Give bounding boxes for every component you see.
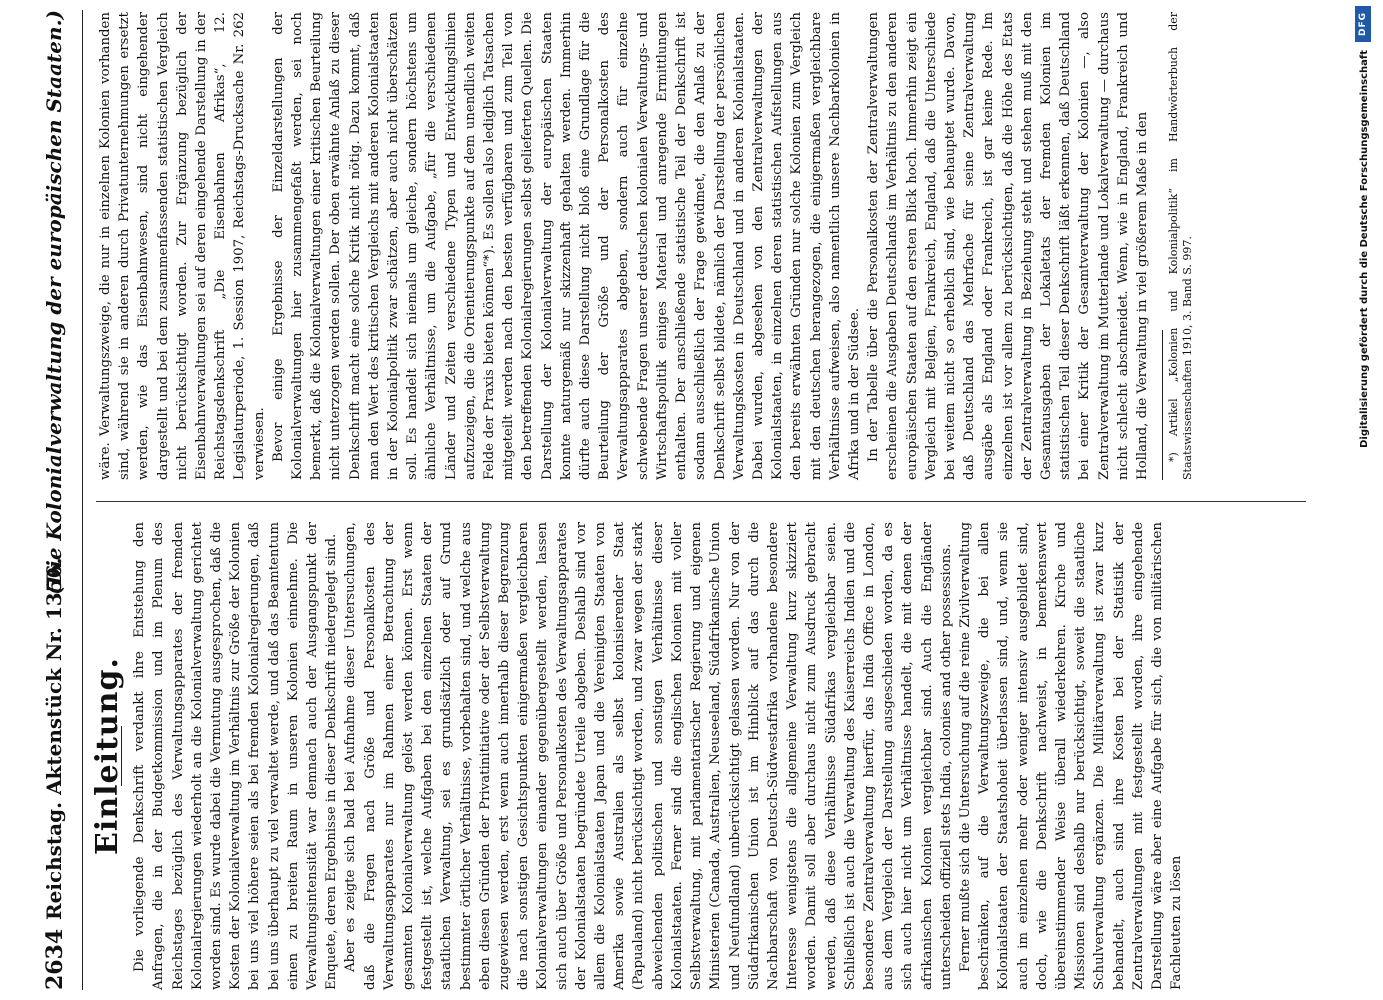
paragraph: Die vorliegende Denkschrift verdankt ihre Entstehung den Anfragen, die in der Budgetkommission und im Plenum des Reichstages bezüglich des Verwaltungsapparates der fremden Kolonialregierungen wiederholt an die Kolonialverwaltung gerichtet worden sind. Es wurde dabei die Vermutung ausgesprochen, daß die Kosten der Kolonialverwaltung im Verhältnis zur Größe der Kolonien bei uns viel höhere seien als bei fremden Kolonialregierungen, daß bei uns überhaupt zu viel verwaltet werde, und daß das Beamtentum einen zu breiten Raum in unseren Kolonien einnehme. Die Verwaltungsintensität war demnach auch der Ausgangspunkt der Enquete, deren Ergebnisse in dieser Denkschrift niedergelegt sind. bbox=[132, 522, 340, 990]
header-rule bbox=[82, 10, 83, 990]
digitization-credit: Digitalisierung gefördert durch die Deutsche Forschungsgemeinschaft bbox=[1359, 50, 1370, 448]
digitization-sidebar bbox=[1352, 0, 1383, 1000]
right-column bbox=[96, 12, 1195, 480]
paragraph: Ferner mußte sich die Untersuchung auf die reine Zivilverwaltung beschränken, auf die Verwaltungszweige, die bei allen Kolonialstaaten der Staatshoheit überlassen sind, und, wenn sie auch im einzelnen mehr oder weniger intensiv ausgebildet sind, doch, wie die Denkschrift nachweist, in bemerkenswert übereinstimmender Weise überall wiederkehren. Kirche und Missionen sind deshalb nur berücksichtigt, soweit die staatliche Schulverwaltung ergänzen. Die Militärverwaltung ist zwar kurz behandelt, auch sind ihre Kosten bei der Statistik der Zentralverwaltungen mit festgestellt worden, ihre eingehende Darstellung wäre aber eine Aufgabe für sich, die von militärischen Fachleuten zu lösen bbox=[957, 522, 1185, 990]
left-running-heading: Reichstag. Aktenstück Nr. 1356. bbox=[42, 557, 66, 920]
section-title: Einleitung. bbox=[90, 657, 125, 855]
right-running-heading: (Die Kolonialverwaltung der europäischen Staaten.) bbox=[42, 10, 66, 595]
document-page bbox=[36, 10, 1326, 990]
footnote: *) Artikel „Kolonien und Kolonialpolitik“ im Handwörterbuch der Staatswissenschaften 1910, 3. Band S. 997. bbox=[1167, 12, 1195, 480]
paragraph: Bevor einige Ergebnisse der Einzeldarstellungen der Kolonialverwaltungen hier zusammengefaßt werden, sei noch bemerkt, daß die Kolonialverwaltungen einer kritischen Beurteilung nicht unterzogen werden sollen. Der oben erwähnte Anlaß zu dieser Denkschrift macht eine solche Kritik nicht nötig. Dazu kommt, daß man den Wert des kritischen Vergleichs mit anderen Kolonialstaaten in der Kolonialpolitik zwar schätzen, aber auch nicht überschätzen soll. Es handelt sich niemals um gleiche, sondern höchstens um ähnliche Verhältnisse, um die Aufgabe, „für die verschiedenen Länder und Zeiten verschiedene Typen und Entwicklungslinien aufzuzeigen, die die Orientierungspunkte auf dem unendlich weiten Felde der Praxis bieten können“*). Es sollen also lediglich Tatsachen mitgeteilt werden nach den besten verfügbaren und zum Teil von den betreffenden Kolonialregierungen selbst gelieferten Quellen. Die Darstellung der Kolonialverwaltung der europäischen Staaten konnte naturgemäß nur skizzenhaft gehalten werden. Immerhin dürfte auch diese Darstellung nicht bloß eine Grundlage für die Beurteilung der Größe und der Personalkosten des Verwaltungsapparates abgeben, sondern auch für einzelne schwebende Fragen unserer deutschen kolonialen Verwaltungs- und Wirtschaftspolitik einiges Material und anregende Ermittlungen enthalten. Der anschließende statistische Teil der Denkschrift ist sodann ausschließlich der Frage gewidmet, die den Anlaß zu der Denkschrift selbst bildete, nämlich der Darstellung der persönlichen Verwaltungskosten in Deutschland und in anderen Kolonialstaaten. Dabei wurden, abgesehen von den Zentralverwaltungen der Kolonialstaaten, in einzelnen deren statistischen Aufstellungen aus den bereits erwähnten Gründen nur solche Kolonien zum Vergleich mit den deutschen herangezogen, die einigermaßen vergleichbare Verhältnisse aufweisen, also namentlich unsere Nachbarkolonien in Afrika und in der Südsee. bbox=[270, 12, 862, 480]
page-number: 2634 bbox=[42, 928, 68, 990]
paragraph: Aber es zeigte sich bald bei Aufnahme dieser Untersuchungen, daß die Fragen nach Größe und Personalkosten des Verwaltungsapparates nur im Rahmen einer Betrachtung der gesamten Kolonialverwaltung gelöst werden können. Erst wenn festgestellt ist, welche Aufgaben bei den einzelnen Staaten der staatlichen Verwaltung, sei es grundsätzlich oder auf Grund bestimmter örtlicher Verhältnisse, vorbehalten sind, und welche aus eben diesen Gründen der Privatinitiative oder der Selbstverwaltung zugewiesen werden, erst wenn auch innerhalb dieser Begrenzung die nach sonstigen Gesichtspunkten einigermaßen vergleichbaren Kolonialverwaltungen einander gegenübergestellt werden, lassen sich auch über Größe und Personalkosten des Verwaltungsapparates der Kolonialstaaten begründete Urteile abgeben. Deshalb sind vor allem die Kolonialstaaten Japan und die Vereinigten Staaten von Amerika sowie Australien als selbst kolonisierender Staat (Papualand) nicht berücksichtigt worden, und zwar wegen der stark abweichenden politischen und sonstigen Verhältnisse dieser Kolonialstaaten. Ferner sind die englischen Kolonien mit voller Selbstverwaltung, mit parlamentarischer Regierung und eigenen Ministerien (Canada, Australien, Neuseeland, Südafrikanische Union und Neufundland) unberücksichtigt gelassen worden. Nur von der Südafrikanischen Union ist im Hinblick auf das durch die Nachbarschaft von Deutsch-Südwestafrika vorhandene besondere Interesse wenigstens die allgemeine Verwaltung kurz skizziert worden. Damit soll aber durchaus nicht zum Ausdruck gebracht werden, daß diese Verhältnisse Südafrikas vergleichbar seien. Schließlich ist auch die Verwaltung des Kaiserreichs Indien und die besondere Zentralverwaltung hierfür, das India Office in London, aus dem Vergleich der Darstellung ausgeschieden worden, da es sich auch hier nicht um Verhältnisse handelt, die mit denen der afrikanischen Kolonien vergleichbar sind. Auch die Engländer unterscheiden offiziell stets India, colonies and other possessions. bbox=[343, 522, 954, 990]
page-header bbox=[36, 10, 76, 990]
paragraph: In der Tabelle über die Personalkosten der Zentralverwaltungen erscheinen die Ausgaben Deutschlands im Verhältnis zu den anderen europäischen Staaten auf den ersten Blick hoch. Immerhin zeigt ein Vergleich mit Belgien, Frankreich, England, daß die Unterschiede bei weitem nicht so erheblich sind, wie behauptet wurde. Davon, daß Deutschland das Mehrfache für seine Zentralverwaltung ausgäbe als England oder Frankreich, ist gar keine Rede. Im einzelnen ist vor allem zu berücksichtigen, daß die Höhe des Etats der Zentralverwaltung in Beziehung steht und stehen muß mit den Gesamtausgaben der Lokaletats der fremden Kolonien im statistischen Teil dieser Denkschrift läßt erkennen, daß Deutschland bei einer Kritik der Gesamtverwaltung der Kolonien —, also Zentralverwaltung im Mutterlande und Lokalverwaltung — durchaus nicht schlecht abschneidet. Wenn, wie in England, Frankreich und Holland, die Verwaltung in viel größerem Maße in den bbox=[866, 12, 1150, 480]
dfg-logo: DFG bbox=[1355, 6, 1371, 42]
paragraph: wäre. Verwaltungszweige, die nur in einzelnen Kolonien vorhanden sind, während sie in anderen durch Privatunternehmungen ersetzt werden, wie das Eisenbahnwesen, sind nicht eingehender dargestellt und bei dem zusammenfassenden statistischen Vergleich nicht berücksichtigt worden. Zur Ergänzung bezüglich der Eisenbahnverwaltungen sei auf deren eingehende Darstellung in der Reichstagsdenkschrift „Die Eisenbahnen Afrikas“, 12. Legislaturperiode, 1. Session 1907, Reichstags-Drucksache Nr. 262 verwiesen. bbox=[98, 12, 267, 480]
left-column bbox=[90, 522, 1186, 990]
footnote-rule bbox=[1162, 330, 1163, 480]
column-divider bbox=[96, 501, 1306, 502]
